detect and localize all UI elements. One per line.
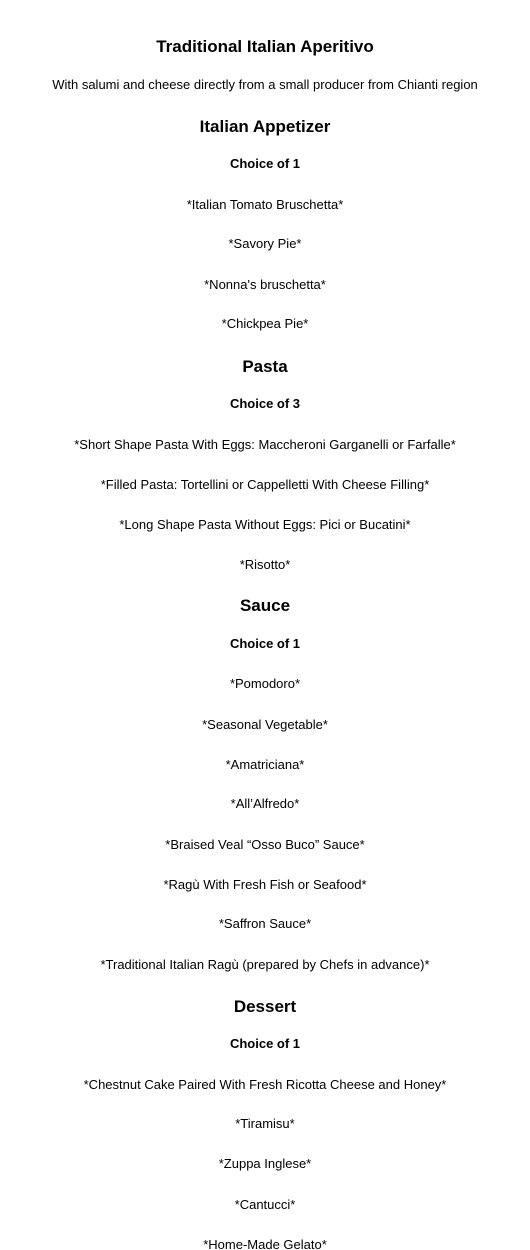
menu-item: *Short Shape Pasta With Eggs: Maccheroni Garganelli or Farfalle* [74,437,456,452]
menu-item: *Long Shape Pasta Without Eggs: Pici or Bucatini* [119,517,411,532]
menu-item: *Chickpea Pie* [221,316,309,331]
menu-item: *Braised Veal “Osso Buco” Sauce* [165,837,365,852]
section-heading-pasta: Pasta [242,357,288,376]
menu-item: *Zuppa Inglese* [218,1156,312,1171]
choice-note-dessert: Choice of 1 [229,1036,301,1051]
menu-item: *Filled Pasta: Tortellini or Cappelletti With Cheese Filling* [100,477,430,492]
menu-item: *Risotto* [239,557,291,572]
menu-title: Traditional Italian Aperitivo [156,37,374,56]
menu-item: *Cantucci* [234,1197,296,1212]
choice-note-sauce: Choice of 1 [229,636,301,651]
menu-item: *Chestnut Cake Paired With Fresh Ricotta Cheese and Honey* [83,1077,447,1092]
menu-item: *Savory Pie* [228,236,302,251]
menu-item: *Nonna's bruschetta* [204,277,326,292]
menu-item: *Saffron Sauce* [218,916,312,931]
menu-item: *Seasonal Vegetable* [202,717,328,732]
menu-item: *Home-Made Gelato* [203,1237,327,1250]
section-heading-appetizer: Italian Appetizer [199,117,331,136]
choice-note-pasta: Choice of 3 [229,396,301,411]
menu-item: *All’Alfredo* [230,796,300,811]
menu-item: *Ragù With Fresh Fish or Seafood* [163,877,367,892]
section-heading-dessert: Dessert [233,997,297,1016]
menu-item: *Italian Tomato Bruschetta* [186,197,344,212]
menu-item: *Tiramisu* [235,1116,295,1131]
menu-item: *Amatriciana* [225,757,305,772]
section-heading-sauce: Sauce [239,596,291,615]
menu-item: *Pomodoro* [229,676,301,691]
menu-subtitle: With salumi and cheese directly from a small producer from Chianti region [52,77,478,92]
menu-item: *Traditional Italian Ragù (prepared by Chefs in advance)* [100,957,430,972]
choice-note-appetizer: Choice of 1 [229,156,301,171]
